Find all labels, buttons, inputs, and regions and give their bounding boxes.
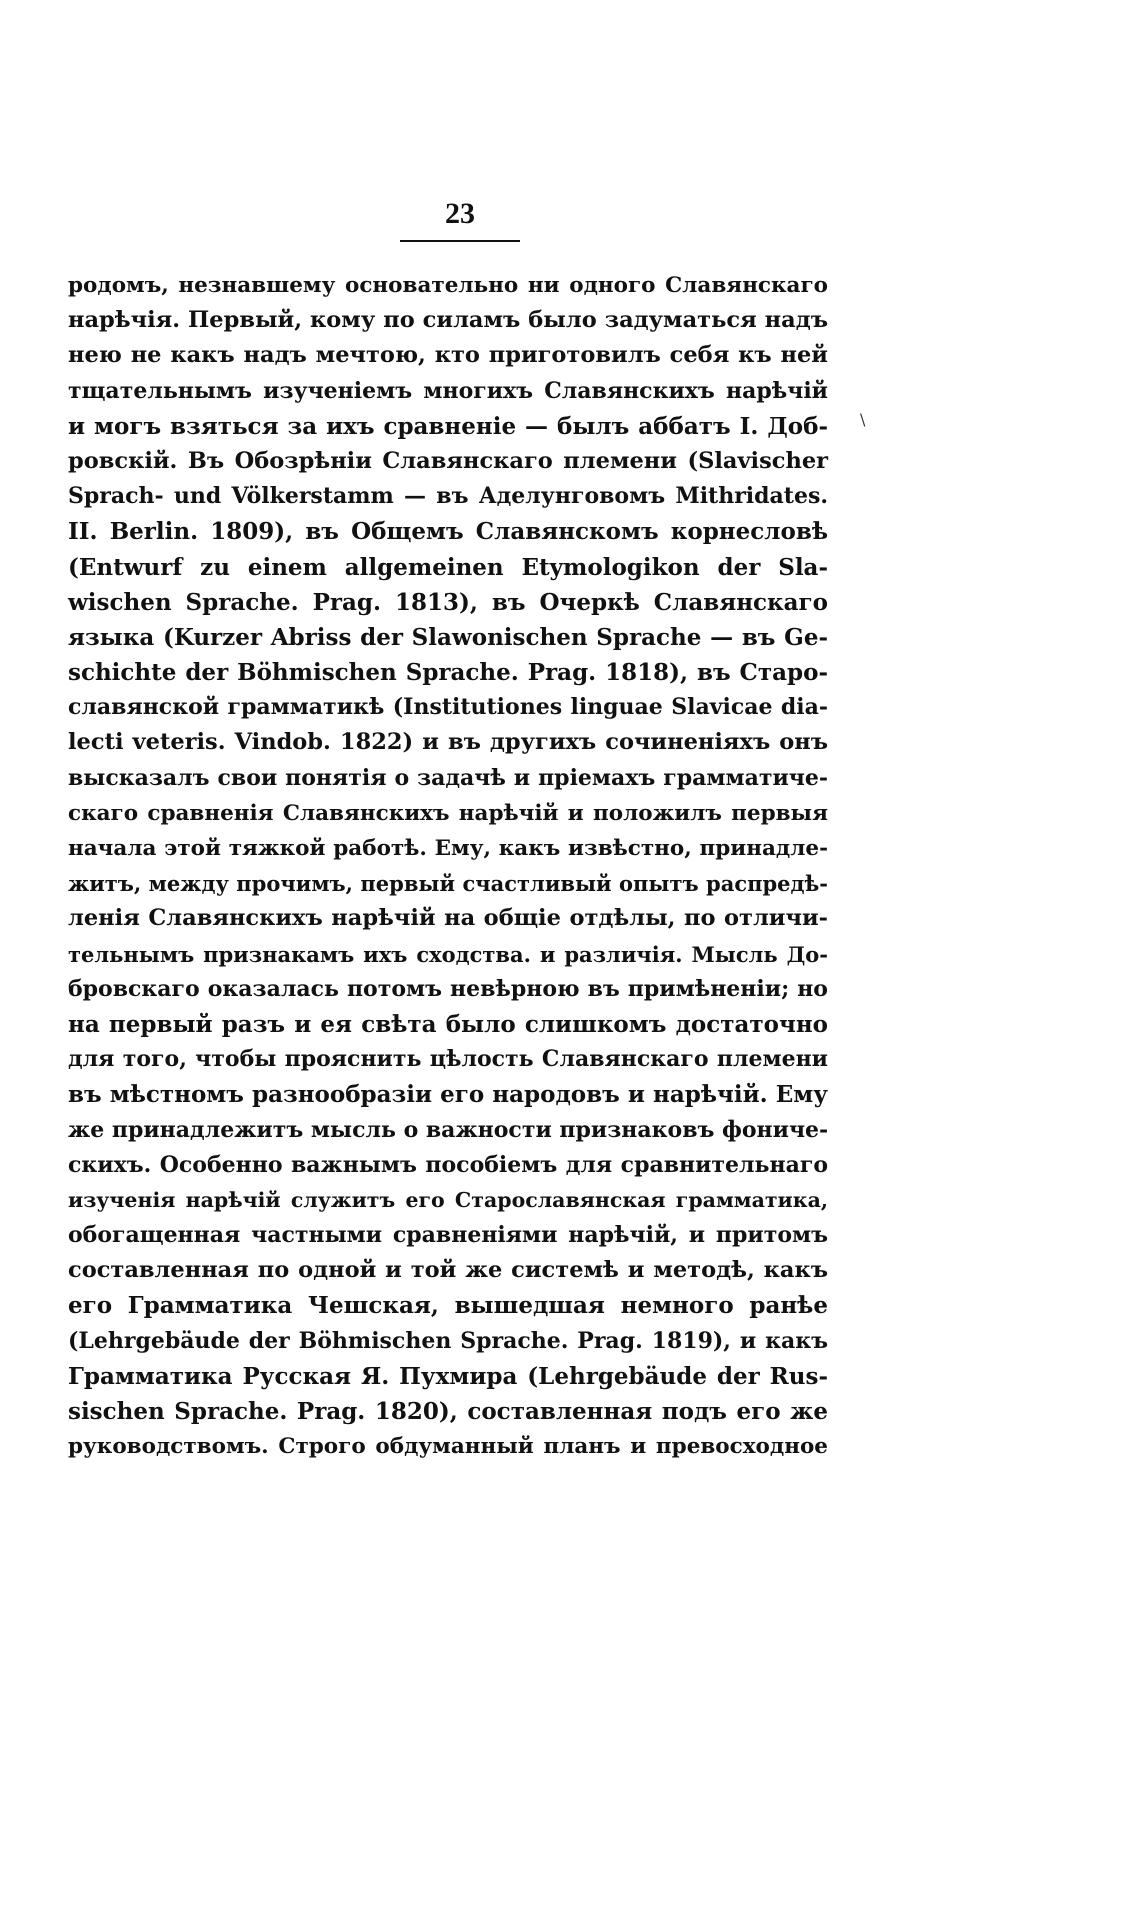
body-text <box>68 268 828 1464</box>
margin-mark: \ <box>860 410 866 429</box>
text-line: составленная по одной и той же системѣ и методѣ, какъ <box>68 1257 828 1284</box>
text-line: wischen Sprache. Prag. 1813), въ Очеркѣ Славянскаго <box>68 588 828 616</box>
text-line: нею не какъ надъ мечтою, кто приготовилъ себя къ ней <box>68 342 828 369</box>
text-line: въ мѣстномъ разнообразіи его народовъ и нарѣчій. Ему <box>68 1081 828 1109</box>
text-line: начала этой тяжкой работѣ. Ему, какъ извѣстно, принадле- <box>68 836 828 861</box>
text-line: для того, чтобы прояснить цѣлость Славянскаго племени <box>68 1046 828 1073</box>
text-line: ленія Славянскихъ нарѣчій на общіе отдѣлы, по отличи- <box>68 905 828 932</box>
text-line: славянской грамматикѣ (Institutiones linguae Slavicae dia- <box>68 694 828 721</box>
text-line: sischen Sprache. Prag. 1820), составленная подъ его же <box>68 1398 828 1425</box>
text-line: тельнымъ признакамъ ихъ сходства. и различія. Мысль До- <box>68 941 828 967</box>
text-line: на первый разъ и ея свѣта было слишкомъ достаточно <box>68 1010 828 1038</box>
text-line: Грамматика Русская Я. Пухмира (Lehrgebäude der Rus- <box>68 1362 828 1390</box>
text-line: обогащенная частными сравненіями нарѣчій, и притомъ <box>68 1222 828 1249</box>
text-line: тщательнымъ изученіемъ многихъ Славянскихъ нарѣчій <box>68 377 828 404</box>
text-line: schichte der Böhmischen Sprache. Prag. 1818), въ Старо- <box>68 659 828 687</box>
text-line: и могъ взяться за ихъ сравненіе — былъ аббатъ І. Доб- <box>68 412 828 440</box>
text-line: языка (Kurzer Abriss der Slawonischen Sprache — въ Ge- <box>68 623 828 651</box>
text-line: изученія нарѣчій служитъ его Старославянская грамматика, <box>68 1187 828 1212</box>
text-line: скаго сравненія Славянскихъ нарѣчій и положилъ первыя <box>68 800 828 826</box>
text-line: его Грамматика Чешская, вышедшая немного ранѣе <box>68 1292 828 1320</box>
text-line: (Lehrgebäude der Böhmischen Sprache. Prag. 1819), и какъ <box>68 1327 828 1354</box>
text-line: нарѣчія. Первый, кому по силамъ было задуматься надъ <box>68 307 828 334</box>
text-line: II. Berlin. 1809), въ Общемъ Славянскомъ корнесловѣ <box>68 518 828 546</box>
text-line: руководствомъ. Строго обдуманный планъ и превосходное <box>68 1434 828 1460</box>
page-number-rule <box>400 240 520 242</box>
page-number: 23 <box>445 197 475 230</box>
text-line: ровскій. Въ Обозрѣніи Славянскаго племени (Slavischer <box>68 447 828 474</box>
text-line: (Entwurf zu einem allgemeinen Etymologikon der Sla- <box>68 553 828 581</box>
text-line: высказалъ свои понятія о задачѣ и пріемахъ грамматиче- <box>68 764 828 791</box>
text-line: скихъ. Особенно важнымъ пособіемъ для сравнительнаго <box>68 1151 828 1178</box>
text-line: житъ, между прочимъ, первый счастливый опытъ распредѣ- <box>68 871 828 897</box>
text-line: бровскаго оказалась потомъ невѣрною въ примѣненіи; но <box>68 975 828 1002</box>
text-line: lecti veteris. Vindob. 1822) и въ другихъ сочиненіяхъ онъ <box>68 729 828 756</box>
text-line: Sprach- und Völkerstamm — въ Аделунговомъ Mithridates. <box>68 483 828 510</box>
text-line: родомъ, незнавшему основательно ни одного Славянскаго <box>68 273 828 298</box>
text-line: же принадлежитъ мысль о важности признаковъ фониче- <box>68 1116 829 1143</box>
